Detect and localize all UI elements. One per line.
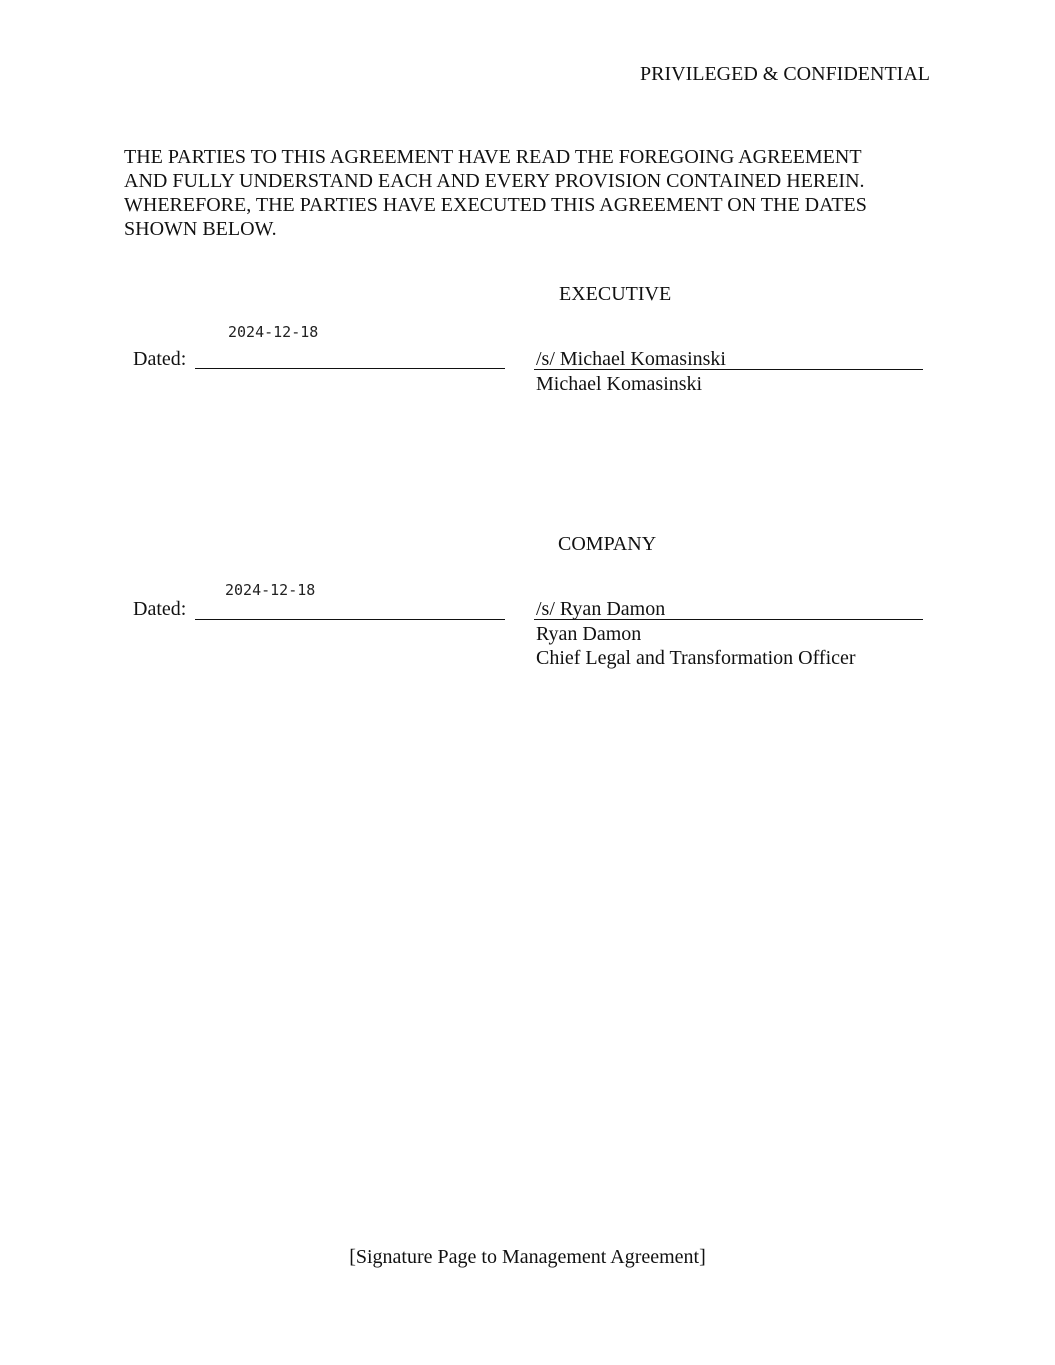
preamble-line: THE PARTIES TO THIS AGREEMENT HAVE READ THE FOREGOING AGREEMENT: [124, 146, 862, 168]
company-date-line: [195, 619, 505, 620]
executive-name: Michael Komasinski: [536, 373, 703, 395]
company-signature: /s/ Ryan Damon: [536, 598, 666, 620]
preamble-paragraph: [124, 145, 924, 241]
company-signature-line: [534, 619, 923, 620]
company-dated-label: Dated:: [133, 598, 187, 620]
company-signer-name: Ryan Damon: [536, 623, 642, 645]
company-signer-title: Chief Legal and Transformation Officer: [536, 647, 856, 669]
preamble-line: WHEREFORE, THE PARTIES HAVE EXECUTED THIS AGREEMENT ON THE DATES: [124, 194, 867, 216]
executive-date-line: [195, 368, 505, 369]
executive-dated-label: Dated:: [133, 348, 187, 370]
executive-signature: /s/ Michael Komasinski: [536, 348, 726, 370]
preamble-line: SHOWN BELOW.: [124, 218, 277, 240]
preamble-line: AND FULLY UNDERSTAND EACH AND EVERY PROVISION CONTAINED HEREIN.: [124, 170, 865, 192]
executive-signature-line: [534, 369, 923, 370]
footer-label: [Signature Page to Management Agreement]: [349, 1246, 706, 1268]
executive-date-value: 2024-12-18: [228, 323, 319, 341]
confidentiality-label: PRIVILEGED & CONFIDENTIAL: [640, 63, 930, 85]
company-date-value: 2024-12-18: [225, 581, 316, 599]
company-heading: COMPANY: [558, 533, 657, 555]
executive-heading: EXECUTIVE: [559, 283, 672, 305]
